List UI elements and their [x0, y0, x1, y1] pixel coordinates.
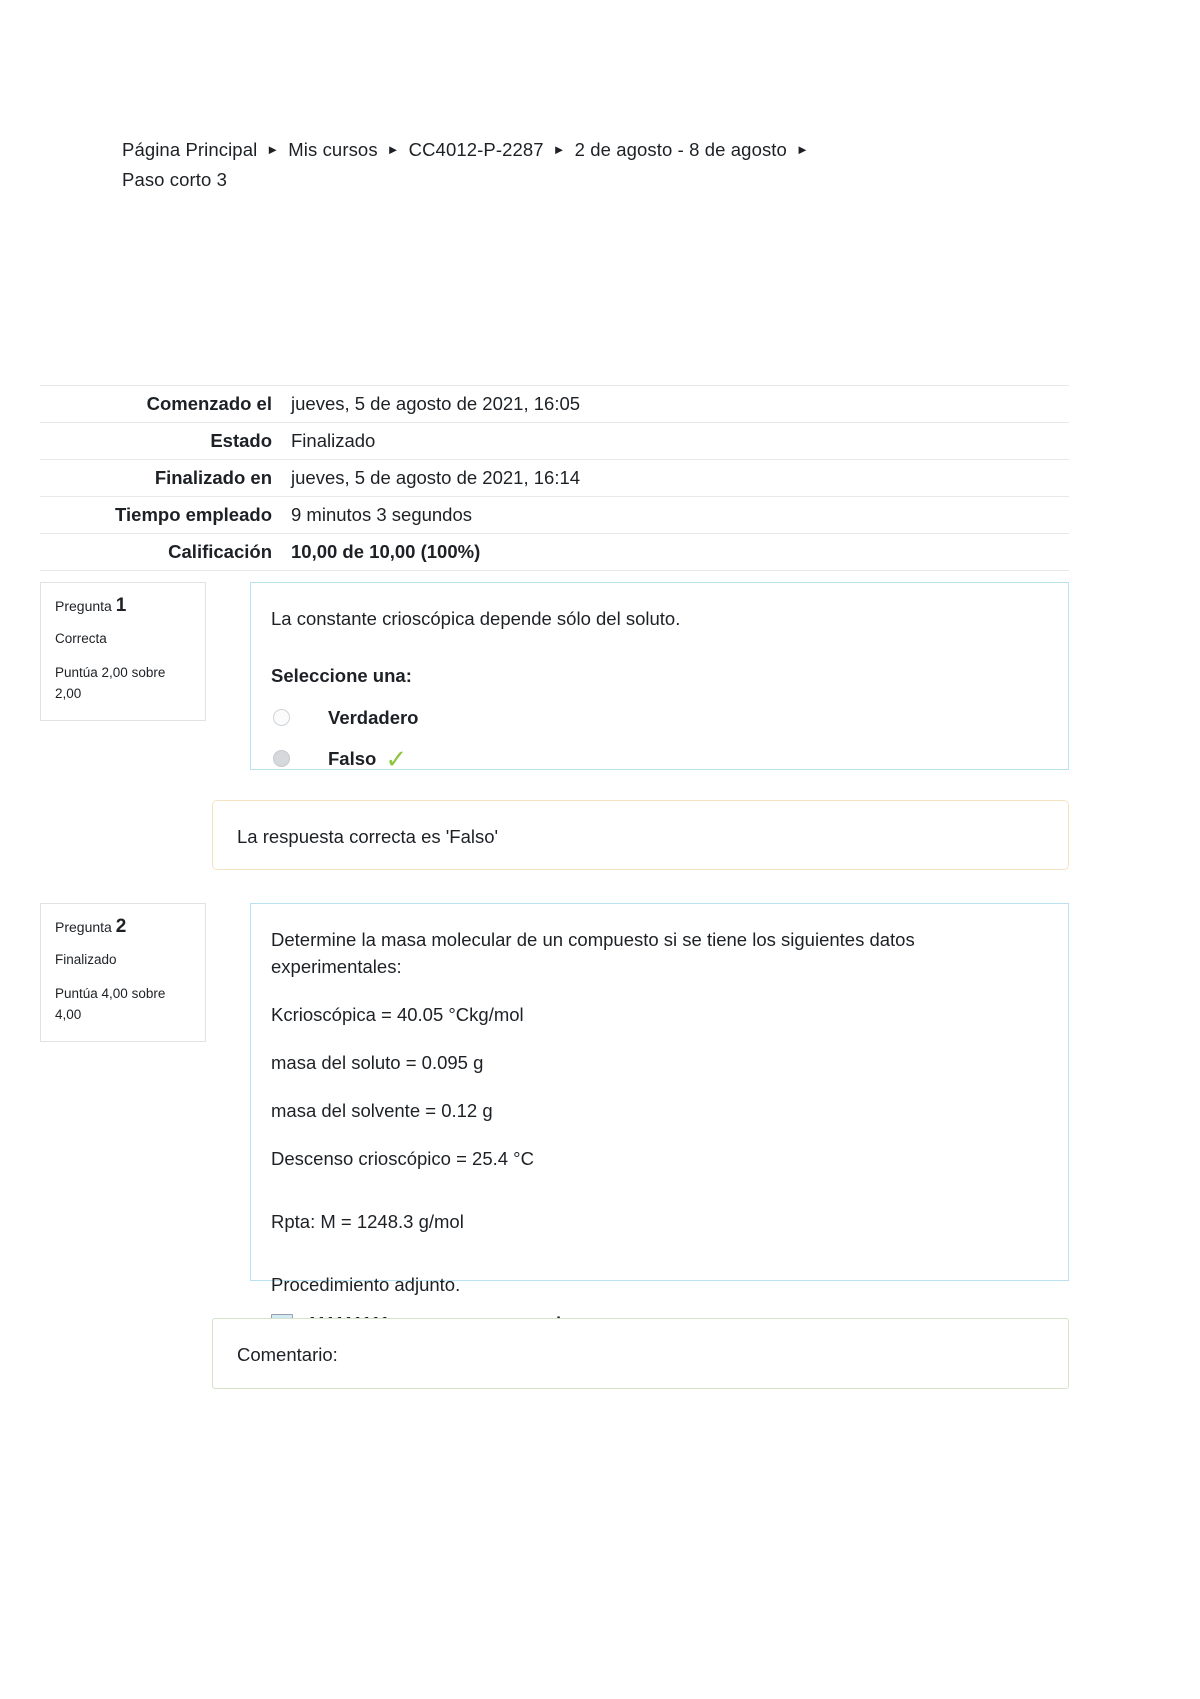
question-2-line-3: masa del solvente = 0.12 g [271, 1100, 493, 1121]
breadcrumb-item-home[interactable]: Página Principal [122, 139, 258, 160]
question-index: 1 [115, 595, 127, 616]
answer-label-verdadero: Verdadero [328, 707, 419, 728]
question-2-answer: Rpta: M = 1248.3 g/mol [271, 1211, 464, 1232]
breadcrumb-separator-icon: ► [266, 142, 280, 157]
question-2-line-4: Descenso crioscópico = 25.4 °C [271, 1148, 534, 1169]
table-row [40, 460, 1069, 497]
breadcrumb-item-course[interactable]: CC4012-P-2287 [408, 139, 544, 160]
table-row [40, 497, 1069, 534]
radio-button-icon[interactable] [273, 709, 290, 726]
breadcrumb [122, 136, 922, 194]
comment-label: Comentario: [237, 1344, 338, 1365]
question-1-prompt: Seleccione una: [271, 665, 412, 686]
summary-value-started: jueves, 5 de agosto de 2021, 16:05 [291, 393, 581, 414]
question-1-info [40, 582, 206, 721]
radio-button-selected-icon[interactable] [273, 750, 290, 767]
summary-label-grade: Calificación [168, 541, 272, 562]
attempt-summary-table [40, 385, 1069, 571]
question-2-state: Finalizado [55, 952, 117, 967]
breadcrumb-separator-icon: ► [552, 142, 566, 157]
question-2-line-0: Determine la masa molecular de un compuesto si se tiene los siguientes datos experimentales: [271, 929, 915, 977]
question-2-content [250, 903, 1069, 1295]
answer-option-verdadero[interactable] [271, 697, 1044, 738]
summary-label-finished: Finalizado en [154, 467, 272, 488]
answer-label-falso: Falso [328, 748, 377, 769]
breadcrumb-item-mis-cursos[interactable]: Mis cursos [288, 139, 378, 160]
table-row [40, 534, 1069, 571]
summary-value-state: Finalizado [291, 430, 376, 451]
question-1-feedback [212, 800, 1069, 870]
question-2-number [55, 917, 191, 937]
summary-label-started: Comenzado el [146, 393, 272, 414]
question-2-comment-box [212, 1318, 1069, 1389]
question-1-number [55, 596, 191, 616]
breadcrumb-item-activity[interactable]: Paso corto 3 [122, 169, 228, 190]
question-2-line-2: masa del soluto = 0.095 g [271, 1052, 484, 1073]
question-1-state: Correcta [55, 631, 107, 646]
answer-option-falso[interactable] [271, 738, 1044, 779]
summary-value-time-taken: 9 minutos 3 segundos [291, 504, 473, 525]
table-row [40, 423, 1069, 460]
summary-label-time-taken: Tiempo empleado [115, 504, 272, 525]
question-1-content [250, 582, 1069, 774]
breadcrumb-separator-icon: ► [386, 142, 400, 157]
question-1 [40, 582, 1069, 774]
question-2-info [40, 903, 206, 1042]
question-index: 2 [115, 916, 127, 937]
breadcrumb-separator-icon: ► [795, 142, 809, 157]
question-2-line-1: Kcrioscópica = 40.05 °Ckg/mol [271, 1004, 524, 1025]
question-label: Pregunta [55, 598, 112, 614]
question-1-text: La constante crioscópica depende sólo del soluto. [271, 608, 681, 629]
question-2-mark: Puntúa 4,00 sobre 4,00 [55, 986, 166, 1022]
question-1-mark: Puntúa 2,00 sobre 2,00 [55, 665, 166, 701]
summary-value-finished: jueves, 5 de agosto de 2021, 16:14 [291, 467, 581, 488]
question-2-note: Procedimiento adjunto. [271, 1274, 461, 1295]
table-row [40, 386, 1069, 423]
breadcrumb-item-week[interactable]: 2 de agosto - 8 de agosto [574, 139, 787, 160]
question-1-answers [271, 697, 1044, 779]
summary-value-grade: 10,00 de 10,00 (100%) [291, 541, 481, 562]
question-label: Pregunta [55, 919, 112, 935]
question-2 [40, 903, 1069, 1295]
summary-label-state: Estado [210, 430, 272, 451]
question-1-feedback-text: La respuesta correcta es 'Falso' [237, 826, 499, 847]
correct-check-icon: ✓ [385, 743, 408, 774]
